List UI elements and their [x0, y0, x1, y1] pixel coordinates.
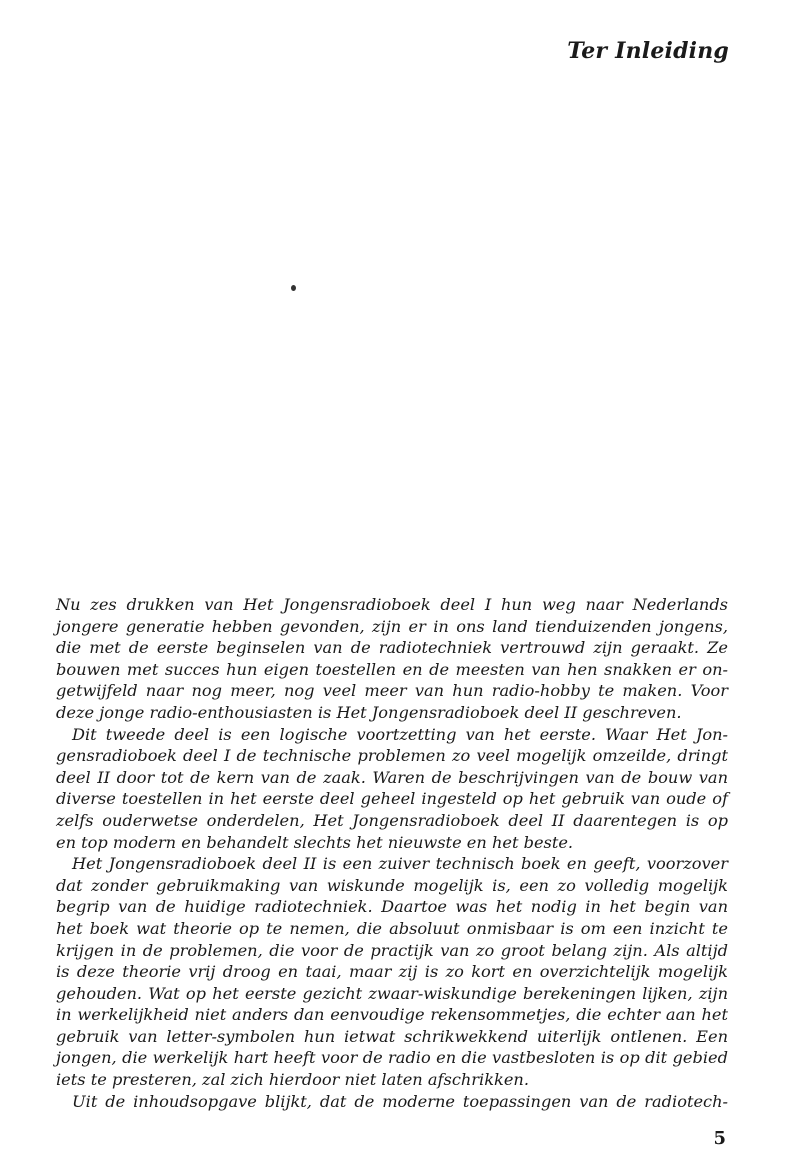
- text-line: getwijfeld naar nog meer, nog veel meer van hun radio-hobby te maken. Voor: [56, 681, 728, 701]
- page-number: 5: [713, 1128, 726, 1149]
- text-line: diverse toestellen in het eerste deel geheel ingesteld op het gebruik van oude of: [56, 789, 728, 809]
- text-line: die met de eerste beginselen van de radiotechniek vertrouwd zijn geraakt. Ze: [56, 638, 728, 658]
- page-title: Ter Inleiding: [567, 38, 729, 64]
- text-line: deel II door tot de kern van de zaak. Waren de beschrijvingen van de bouw van: [56, 767, 728, 787]
- text-line: Dit tweede deel is een logische voortzetting van het eerste. Waar Het Jon-: [72, 724, 728, 744]
- text-line: Nu zes drukken van Het Jongensradioboek deel I hun weg naar Nederlands: [56, 595, 728, 614]
- text-line: krijgen in de problemen, die voor de practijk van zo groot belang zijn. Als altijd: [56, 940, 728, 960]
- text-line: bouwen met succes hun eigen toestellen en de meesten van hen snakken er on-: [56, 659, 728, 679]
- text-line: deze jonge radio-enthousiasten is Het Jongensradioboek deel II geschreven.: [56, 702, 682, 722]
- text-line: het boek wat theorie op te nemen, die absoluut onmisbaar is om een inzicht te: [56, 918, 728, 938]
- text-line: is deze theorie vrij droog en taai, maar zij is zo kort en overzichtelijk mogelijk: [56, 962, 728, 982]
- text-line: begrip van de huidige radiotechniek. Daartoe was het nodig in het begin van: [56, 897, 728, 917]
- text-line: gehouden. Wat op het eerste gezicht zwaar-wiskundige berekeningen lijken, zijn: [56, 983, 728, 1003]
- text-line: gensradioboek deel I de technische problemen zo veel mogelijk omzeilde, dringt: [56, 746, 728, 766]
- text-line: gebruik van letter-symbolen hun ietwat schrikwekkend uiterlijk ontlenen. Een: [56, 1026, 728, 1046]
- text-line: dat zonder gebruikmaking van wiskunde mogelijk is, een zo volledig mogelijk: [56, 875, 728, 895]
- text-line: jongere generatie hebben gevonden, zijn er in ons land tienduizenden jongens,: [56, 616, 728, 636]
- text-line: Het Jongensradioboek deel II is een zuiver technisch boek en geeft, voorzover: [72, 854, 728, 874]
- ink-speck: [291, 285, 296, 291]
- text-line: iets te presteren, zal zich hierdoor niet laten afschrikken.: [56, 1070, 529, 1090]
- text-line: zelfs ouderwetse onderdelen, Het Jongensradioboek deel II daarentegen is op: [56, 810, 728, 830]
- text-line: in werkelijkheid niet anders dan eenvoudige rekensommetjes, die echter aan het: [56, 1005, 728, 1025]
- text-line: Uit de inhoudsopgave blijkt, dat de moderne toepassingen van de radiotech-: [72, 1091, 728, 1111]
- body-text: [56, 594, 728, 1112]
- text-line: en top modern en behandelt slechts het nieuwste en het beste.: [56, 832, 574, 852]
- text-line: jongen, die werkelijk hart heeft voor de radio en die vastbesloten is op dit gebied: [56, 1048, 728, 1068]
